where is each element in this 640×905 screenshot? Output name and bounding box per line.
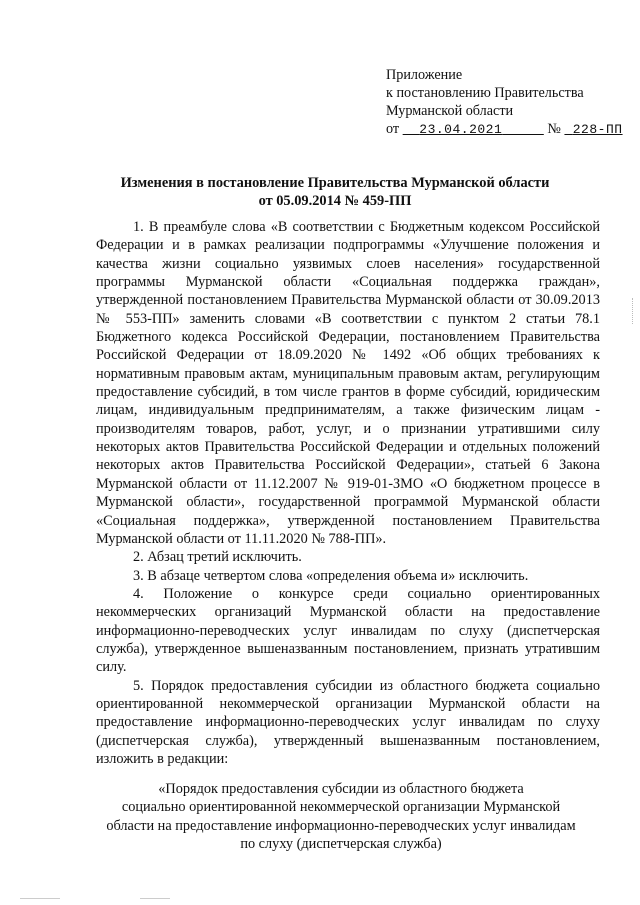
paragraph-1: 1. В преамбуле слова «В соответствии с Бюджетным кодексом Российской Федерации и в рамках реализации подпрограммы «Улучшение положения и качества жизни социально уязвимых слоев населения» государственной программы Мурманской области «Социальная поддержка граждан», утвержденной постановлением Правительства Мурманской области от 30.09.2013 № 553-ПП» заменить словами «В соответствии с пунктом 2 статьи 78.1 Бюджетного кодекса Российской Федерации, постановлением Правительства Российской Федерации от 18.09.2020 № 1492 «Об общих требованиях к нормативным правовым актам, муниципальным правовым актам, регулирующим предоставление субсидий, в том числе грантов в форме субсидий, юридическим лицам, индивидуальным предпринимателям, а также физическим лицам - производителям товаров, работ, услуг, и о признании утратившими силу некоторых актов Правительства Российской Федерации и отдельных положений некоторых актов Правительства Российской Федерации», статьей 6 Закона Мурманской области от 11.12.2007 № 919-01-ЗМО «О бюджетном процессе в Мурманской области», государственной программой Мурманской области «Социальная поддержка», утвержденной постановлением Правительства Мурманской области от 11.11.2020 № 788-ПП».: [96, 219, 600, 547]
date-prefix: от: [386, 121, 400, 137]
quoted-heading: [86, 780, 596, 853]
scan-margin-mark: [632, 298, 635, 324]
quote-line-2: социально ориентированной некоммерческой организации Мурманской: [121, 799, 561, 816]
document-number: 228-ПП: [572, 122, 623, 137]
paragraph-4: 4. Положение о конкурсе среди социально ориентированных некоммерческих организаций Мурманской области на предоставление информационно-переводческих услуг инвалидам по слуху (диспетчерская служба), утвержденное вышеназванным постановлением, признать утратившим силу.: [96, 585, 600, 676]
document-date: 23.04.2021: [419, 122, 503, 137]
paragraph-3: 3. В абзаце четвертом слова «определения объема и» исключить.: [133, 567, 529, 584]
quote-line-4: по слуху (диспетчерская служба): [240, 836, 442, 853]
appendix-block: [386, 66, 623, 139]
footer-rule-middle: [140, 898, 170, 899]
appendix-date-line: [386, 120, 623, 139]
appendix-resolution-line: к постановлению Правительства: [386, 85, 584, 101]
paragraph-2: 2. Абзац третий исключить.: [133, 549, 302, 566]
number-prefix: №: [547, 121, 561, 137]
quote-line-3: области на предоставление информационно-переводческих услуг инвалидам: [106, 817, 576, 834]
paragraph-5: 5. Порядок предоставления субсидии из областного бюджета социально ориентированной некоммерческой организации Мурманской области на предоставление информационно-переводческих услуг инвалидам по слуху (диспетчерская служба), утвержденный вышеназванным постановлением, изложить в редакции:: [96, 677, 600, 767]
title-line-1: Изменения в постановление Правительства Мурманской области: [120, 175, 550, 191]
quote-line-1: «Порядок предоставления субсидии из областного бюджета: [158, 781, 524, 797]
title-line-2: от 05.09.2014 № 459-ПП: [258, 193, 412, 209]
footer-rule-left: [20, 898, 60, 899]
document-title: [70, 174, 600, 210]
appendix-label: Приложение: [386, 67, 463, 83]
appendix-region-line: Мурманской области: [386, 103, 514, 119]
document-body: [96, 218, 600, 768]
